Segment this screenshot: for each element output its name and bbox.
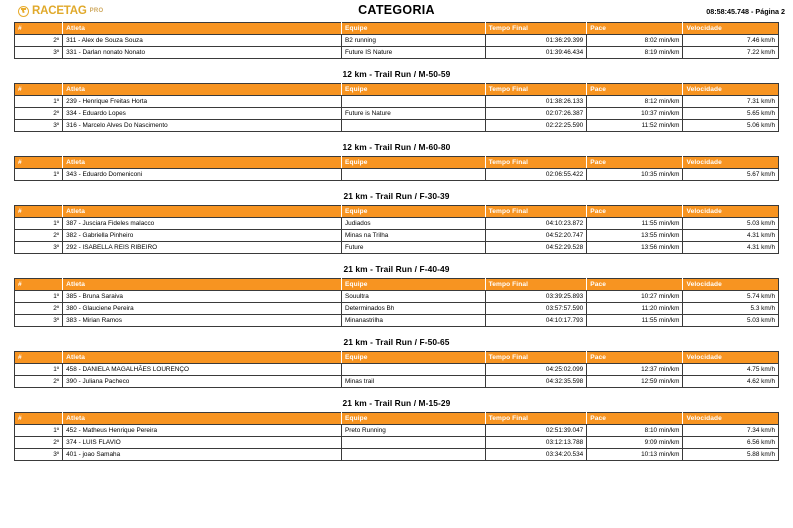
cell-position: 2º	[15, 108, 63, 120]
column-header-pace[interactable]: Pace	[587, 352, 683, 364]
cell-athlete: 292 - ISABELLA REIS RIBEIRO	[63, 242, 342, 254]
category-title	[14, 254, 779, 278]
category-title-text: 21 km - Trail Run / M-15-29	[342, 398, 451, 408]
cell-position: 3º	[15, 120, 63, 132]
column-header-time[interactable]: Tempo Final	[485, 279, 587, 291]
category-title	[14, 59, 779, 83]
table-header-row	[15, 279, 779, 291]
cell-pace: 10:37 min/km	[587, 108, 683, 120]
cell-team	[341, 437, 485, 449]
column-header-athlete[interactable]: Atleta	[63, 23, 342, 35]
cell-speed: 4.62 km/h	[746, 378, 775, 385]
table-header-row	[15, 157, 779, 169]
results-table	[14, 83, 779, 132]
table-row[interactable]	[15, 242, 779, 254]
column-header-time[interactable]: Tempo Final	[485, 413, 587, 425]
cell-position: 3º	[15, 242, 63, 254]
cell-position: 1º	[15, 96, 63, 108]
column-header-position[interactable]: #	[15, 352, 63, 364]
cell-team: Future	[341, 242, 485, 254]
cell-athlete: 401 - joao Samaha	[63, 449, 342, 461]
cell-time: 02:51:39.047	[485, 425, 587, 437]
cell-pace: 8:12 min/km	[587, 96, 683, 108]
cell-pace: 10:27 min/km	[587, 291, 683, 303]
timestamp-page-label: 08:58:45.748 - Página 2	[706, 6, 785, 16]
table-row[interactable]	[15, 364, 779, 376]
cell-position: 3º	[15, 449, 63, 461]
cell-pace: 9:09 min/km	[587, 437, 683, 449]
cell-team: Future is Nature	[341, 108, 485, 120]
results-table	[14, 156, 779, 181]
cell-athlete: 380 - Glauciene Pereira	[63, 303, 342, 315]
results-sections	[0, 22, 793, 461]
column-header-speed[interactable]: Velocidade	[683, 206, 779, 218]
cell-team: Minas trail	[341, 376, 485, 388]
cell-position: 2º	[15, 376, 63, 388]
cell-team: Preto Running	[341, 425, 485, 437]
cell-athlete: 343 - Eduardo Domeniconi	[63, 169, 342, 181]
cell-speed: 4.75 km/h	[683, 364, 779, 376]
column-header-position[interactable]: #	[15, 84, 63, 96]
cell-pace: 11:20 min/km	[587, 303, 683, 315]
cell-team: B2 running	[341, 35, 485, 47]
cell-position: 3º	[15, 47, 63, 59]
cell-speed: 4.31 km/h	[683, 230, 779, 242]
results-table	[14, 412, 779, 461]
cell-time: 02:07:26.387	[485, 108, 587, 120]
cell-speed: 5.3 km/h	[683, 303, 779, 315]
table-row[interactable]	[15, 218, 779, 230]
cell-athlete: 387 - Jusciara Fideles malacco	[63, 218, 342, 230]
category-title	[14, 327, 779, 351]
cell-pace: 10:35 min/km	[587, 169, 683, 181]
cell-time: 02:22:25.590	[485, 120, 587, 132]
cell-speed: 7.22 km/h	[746, 49, 775, 56]
category-title-text: 21 km - Trail Run / F-40-49	[343, 264, 450, 274]
table-row[interactable]	[15, 35, 779, 47]
cell-time: 04:10:23.872	[485, 218, 587, 230]
category-title-text: 12 km - Trail Run / M-60-80	[342, 142, 451, 152]
column-header-position[interactable]: #	[15, 206, 63, 218]
table-row[interactable]	[15, 303, 779, 315]
column-header-speed[interactable]: Velocidade	[683, 157, 779, 169]
table-row[interactable]	[15, 291, 779, 303]
table-header-row	[15, 23, 779, 35]
cell-team: Souultra	[341, 291, 485, 303]
cell-team	[341, 449, 485, 461]
category-title-text: 21 km - Trail Run / F-50-65	[343, 337, 450, 347]
column-header-time[interactable]: Tempo Final	[485, 206, 587, 218]
cell-position: 2º	[15, 437, 63, 449]
cell-speed: 5.65 km/h	[683, 108, 779, 120]
category-title	[14, 388, 779, 412]
table-row[interactable]	[15, 376, 779, 388]
category-section	[14, 327, 779, 388]
column-header-time[interactable]: Tempo Final	[485, 84, 587, 96]
table-header-row	[15, 206, 779, 218]
cell-position: 2º	[15, 303, 63, 315]
category-section	[14, 388, 779, 461]
column-header-time[interactable]: Tempo Final	[485, 352, 587, 364]
column-header-pace[interactable]: Pace	[587, 157, 683, 169]
column-header-time[interactable]: Tempo Final	[485, 23, 587, 35]
cell-time: 03:57:57.590	[485, 303, 587, 315]
results-table	[14, 278, 779, 327]
cell-position: 1º	[15, 425, 63, 437]
column-header-pace[interactable]: Pace	[587, 23, 683, 35]
column-header-pace[interactable]: Pace	[587, 413, 683, 425]
table-header-row	[15, 413, 779, 425]
cell-time: 01:38:26.133	[485, 96, 587, 108]
table-row[interactable]	[15, 425, 779, 437]
cell-athlete: 316 - Marcelo Alves Do Nascimento	[63, 120, 342, 132]
cell-athlete: 385 - Bruna Saraiva	[63, 291, 342, 303]
category-section	[14, 22, 779, 59]
cell-time: 01:39:46.434	[485, 47, 587, 59]
cell-athlete: 239 - Henrique Freitas Horta	[63, 96, 342, 108]
column-header-athlete[interactable]: Atleta	[63, 279, 342, 291]
column-header-team[interactable]: Equipe	[341, 206, 485, 218]
cell-team: Determinados Bh	[341, 303, 485, 315]
cell-athlete: 382 - Gabriella Pinheiro	[63, 230, 342, 242]
cell-time: 03:34:20.534	[485, 449, 587, 461]
cell-team: Future IS Nature	[341, 47, 485, 59]
cell-time: 03:39:25.893	[485, 291, 587, 303]
cell-position: 1º	[15, 169, 63, 181]
cell-speed: 6.56 km/h	[683, 437, 779, 449]
cell-athlete: 390 - Juliana Pacheco	[63, 376, 342, 388]
column-header-athlete[interactable]: Atleta	[63, 157, 342, 169]
cell-athlete: 452 - Matheus Henrique Pereira	[63, 425, 342, 437]
column-header-speed[interactable]: Velocidade	[683, 23, 779, 35]
column-header-pace[interactable]: Pace	[587, 206, 683, 218]
cell-speed: 5.06 km/h	[746, 122, 775, 129]
column-header-team[interactable]: Equipe	[341, 352, 485, 364]
brand-pro-badge: PRO	[89, 7, 104, 14]
column-header-team[interactable]: Equipe	[341, 23, 485, 35]
column-header-position[interactable]: #	[15, 279, 63, 291]
cell-speed: 4.31 km/h	[746, 244, 775, 251]
cell-time: 04:25:02.099	[485, 364, 587, 376]
column-header-position[interactable]: #	[15, 413, 63, 425]
column-header-athlete[interactable]: Atleta	[63, 206, 342, 218]
cell-athlete: 331 - Darlan nonato Nonato	[63, 47, 342, 59]
column-header-speed[interactable]: Velocidade	[683, 279, 779, 291]
table-header-row	[15, 352, 779, 364]
table-row[interactable]	[15, 315, 779, 327]
column-header-athlete[interactable]: Atleta	[63, 413, 342, 425]
cell-team	[341, 169, 485, 181]
page-title: CATEGORIA	[358, 3, 435, 17]
table-row[interactable]	[15, 47, 779, 59]
category-section	[14, 132, 779, 181]
table-row[interactable]	[15, 108, 779, 120]
column-header-pace[interactable]: Pace	[587, 84, 683, 96]
category-section	[14, 254, 779, 327]
column-header-time[interactable]: Tempo Final	[485, 157, 587, 169]
cell-time: 04:32:35.598	[485, 376, 587, 388]
table-row[interactable]	[15, 120, 779, 132]
column-header-team[interactable]: Equipe	[341, 84, 485, 96]
column-header-speed[interactable]: Velocidade	[683, 352, 779, 364]
cell-speed: 5.88 km/h	[746, 451, 775, 458]
table-row[interactable]	[15, 437, 779, 449]
cell-athlete: 334 - Eduardo Lopes	[63, 108, 342, 120]
page-header	[0, 0, 793, 20]
cell-position: 2º	[15, 230, 63, 242]
cell-speed: 5.67 km/h	[746, 171, 775, 178]
cell-athlete: 383 - Mirian Ramos	[63, 315, 342, 327]
cell-pace: 13:56 min/km	[587, 242, 683, 254]
column-header-speed[interactable]: Velocidade	[683, 413, 779, 425]
cell-speed: 7.46 km/h	[683, 35, 779, 47]
cell-pace: 8:02 min/km	[587, 35, 683, 47]
cell-speed: 5.74 km/h	[683, 291, 779, 303]
cell-pace: 11:55 min/km	[587, 315, 683, 327]
cell-speed: 7.31 km/h	[683, 96, 779, 108]
results-table	[14, 351, 779, 388]
table-header-row	[15, 84, 779, 96]
cell-pace: 11:55 min/km	[587, 218, 683, 230]
cell-athlete: 374 - LUIS FLAVIO	[63, 437, 342, 449]
column-header-speed[interactable]: Velocidade	[683, 84, 779, 96]
cell-speed: 5.03 km/h	[683, 218, 779, 230]
cell-time: 01:36:29.399	[485, 35, 587, 47]
cell-position: 1º	[15, 218, 63, 230]
cell-team	[341, 364, 485, 376]
cell-pace: 11:52 min/km	[587, 120, 683, 132]
cell-position: 1º	[15, 364, 63, 376]
column-header-team[interactable]: Equipe	[341, 413, 485, 425]
cell-speed: 7.34 km/h	[683, 425, 779, 437]
cell-pace: 13:55 min/km	[587, 230, 683, 242]
table-row[interactable]	[15, 96, 779, 108]
cell-team: Minas na Trilha	[341, 230, 485, 242]
cell-pace: 10:13 min/km	[587, 449, 683, 461]
cell-team	[341, 120, 485, 132]
results-table	[14, 205, 779, 254]
cell-speed: 5.03 km/h	[746, 317, 775, 324]
category-title-text: 21 km - Trail Run / F-30-39	[343, 191, 450, 201]
cell-team: Minanastrilha	[341, 315, 485, 327]
category-title-text: 12 km - Trail Run / M-50-59	[342, 69, 451, 79]
table-row[interactable]	[15, 230, 779, 242]
cell-time: 02:06:55.422	[485, 169, 587, 181]
cell-pace: 12:59 min/km	[587, 376, 683, 388]
racetag-circle-icon	[18, 6, 29, 17]
cell-team	[341, 96, 485, 108]
column-header-pace[interactable]: Pace	[587, 279, 683, 291]
cell-athlete: 458 - DANIELA MAGALHÃES LOURENÇO	[63, 364, 342, 376]
cell-time: 03:12:13.788	[485, 437, 587, 449]
category-title	[14, 181, 779, 205]
cell-athlete: 311 - Alex de Souza Souza	[63, 35, 342, 47]
column-header-team[interactable]: Equipe	[341, 157, 485, 169]
cell-pace: 8:10 min/km	[587, 425, 683, 437]
cell-time: 04:10:17.793	[485, 315, 587, 327]
table-row[interactable]	[15, 449, 779, 461]
cell-pace: 12:37 min/km	[587, 364, 683, 376]
cell-position: 3º	[15, 315, 63, 327]
column-header-athlete[interactable]: Atleta	[63, 84, 342, 96]
brand-name: RACETAG	[32, 5, 87, 17]
racetag-logo	[18, 5, 104, 17]
column-header-position[interactable]: #	[15, 157, 63, 169]
category-title	[14, 132, 779, 156]
cell-position: 2º	[15, 35, 63, 47]
cell-time: 04:52:20.747	[485, 230, 587, 242]
cell-time: 04:52:29.528	[485, 242, 587, 254]
cell-pace: 8:19 min/km	[587, 47, 683, 59]
category-section	[14, 59, 779, 132]
results-table	[14, 22, 779, 59]
column-header-team[interactable]: Equipe	[341, 279, 485, 291]
column-header-athlete[interactable]: Atleta	[63, 352, 342, 364]
cell-team: Judiados	[341, 218, 485, 230]
table-row[interactable]	[15, 169, 779, 181]
category-section	[14, 181, 779, 254]
column-header-position[interactable]: #	[15, 23, 63, 35]
cell-position: 1º	[15, 291, 63, 303]
